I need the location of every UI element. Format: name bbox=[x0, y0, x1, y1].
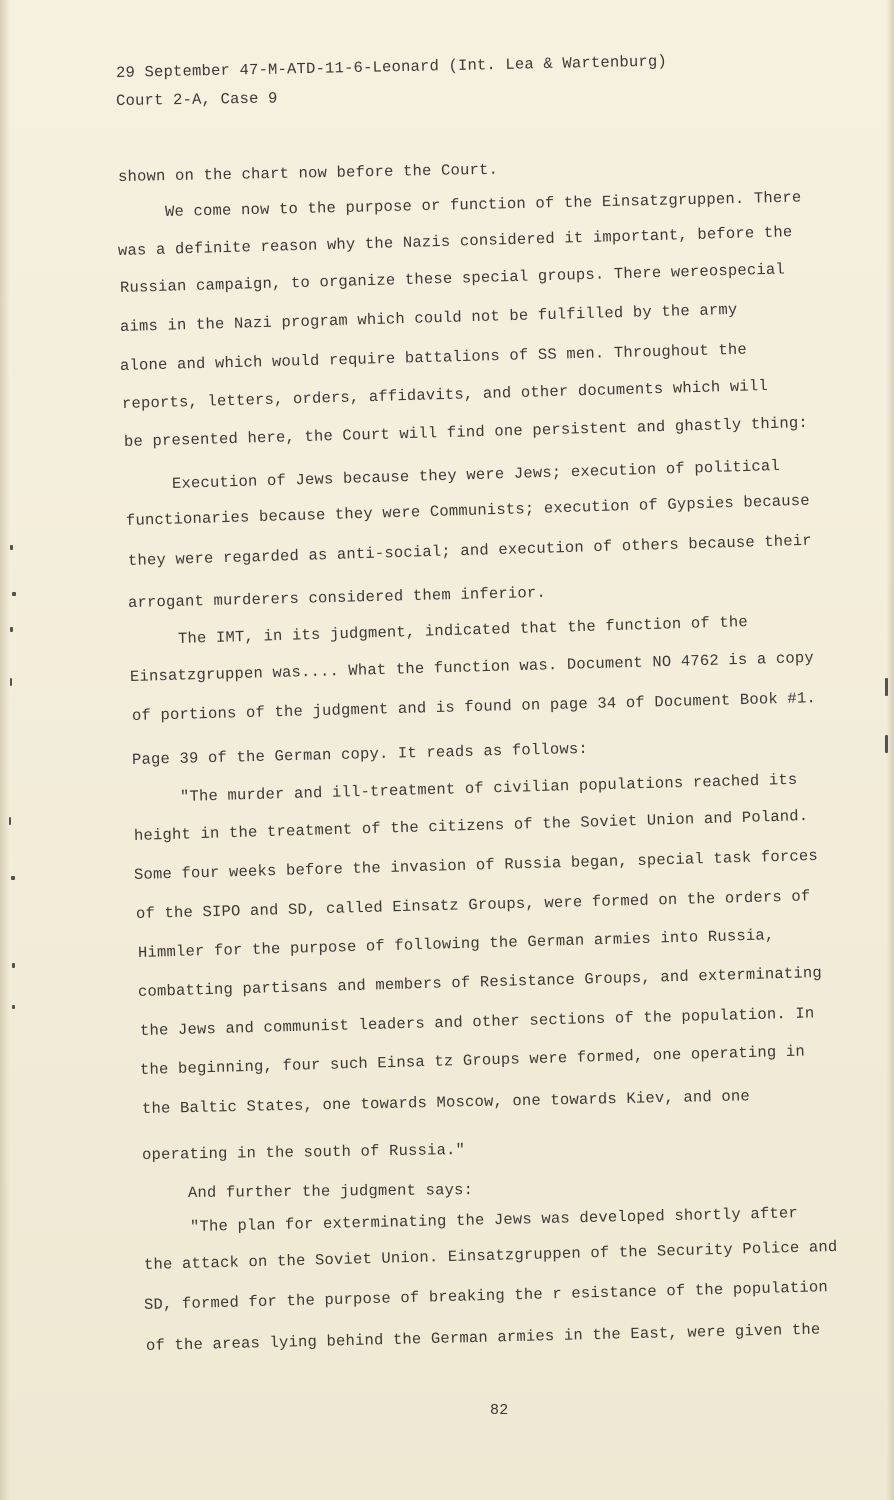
margin-mark bbox=[10, 627, 13, 632]
page-number: 82 bbox=[490, 1402, 509, 1419]
text-line: the Baltic States, one towards Moscow, one towards Kiev, and one bbox=[141, 1087, 751, 1118]
text-line: "The murder and ill-treatment of civilian populations reached its bbox=[179, 770, 798, 806]
text-line: The IMT, in its judgment, indicated that the function of the bbox=[177, 613, 749, 648]
right-margin-mark bbox=[885, 735, 888, 753]
text-line: "The plan for exterminating the Jews was developed shortly after bbox=[189, 1204, 799, 1236]
margin-mark bbox=[11, 876, 15, 880]
text-line: alone and which would require battalions of SS men. Throughout the bbox=[119, 340, 748, 375]
header-line-2: Court 2-A, Case 9 bbox=[115, 89, 278, 110]
header-line-1: 29 September 47-M-ATD-11-6-Leonard (Int. Lea & Wartenburg) bbox=[115, 52, 668, 82]
text-line: the attack on the Soviet Union. Einsatzgruppen of the Security Police and bbox=[143, 1237, 838, 1274]
text-line: they were regarded as anti-social; and execution of others because their bbox=[127, 531, 813, 570]
text-line: of the SIPO and SD, called Einsatz Groups, were formed on the orders of bbox=[135, 887, 811, 923]
text-line: arrogant murderers considered them inferior. bbox=[127, 583, 547, 612]
right-margin-mark bbox=[885, 678, 888, 696]
text-line: Execution of Jews because they were Jews; execution of political bbox=[171, 456, 781, 493]
text-line: aims in the Nazi program which could not be fulfilled by the army bbox=[119, 300, 738, 336]
text-line: combatting partisans and members of Resistance Groups, and exterminating bbox=[137, 963, 823, 1001]
text-line: the Jews and communist leaders and other sections of the population. In bbox=[139, 1004, 815, 1040]
text-line: operating in the south of Russia." bbox=[141, 1140, 466, 1164]
text-line: be presented here, the Court will find one persistent and ghastly thing: bbox=[123, 413, 809, 451]
text-line: Russian campaign, to organize these special groups. There wereospecial bbox=[119, 260, 786, 297]
text-line: the beginning, four such Einsa tz Groups were formed, one operating in bbox=[139, 1042, 806, 1079]
text-line: reports, letters, orders, affidavits, and other documents which will bbox=[121, 376, 769, 413]
margin-mark bbox=[12, 1005, 15, 1009]
text-line: height in the treatment of the citizens of the Soviet Union and Poland. bbox=[133, 806, 809, 845]
margin-mark bbox=[10, 545, 13, 550]
margin-mark bbox=[10, 678, 12, 686]
text-line: We come now to the purpose or function of the Einsatzgruppen. There bbox=[164, 188, 802, 221]
text-line: Some four weeks before the invasion of Russia began, special task forces bbox=[133, 846, 819, 884]
text-line: functionaries because they were Communists; execution of Gypsies because bbox=[125, 491, 811, 530]
text-line: shown on the chart now before the Court. bbox=[117, 160, 499, 186]
text-line: Einsatzgruppen was.... What the function was. Document NO 4762 is a copy bbox=[129, 648, 815, 686]
text-line: Page 39 of the German copy. It reads as follows: bbox=[131, 739, 589, 769]
margin-mark bbox=[12, 592, 16, 596]
text-line: SD, formed for the purpose of breaking the r esistance of the population bbox=[143, 1278, 829, 1314]
text-line: of the areas lying behind the German armies in the East, were given the bbox=[145, 1320, 821, 1355]
margin-mark bbox=[9, 817, 11, 825]
text-line: of portions of the judgment and is found on page 34 of Document Book #1. bbox=[131, 689, 817, 725]
text-line: And further the judgment says: bbox=[187, 1181, 474, 1202]
text-line: Himmler for the purpose of following the German armies into Russia, bbox=[137, 926, 775, 962]
text-line: was a definite reason why the Nazis considered it important, before the bbox=[117, 223, 793, 260]
margin-mark bbox=[12, 963, 15, 968]
